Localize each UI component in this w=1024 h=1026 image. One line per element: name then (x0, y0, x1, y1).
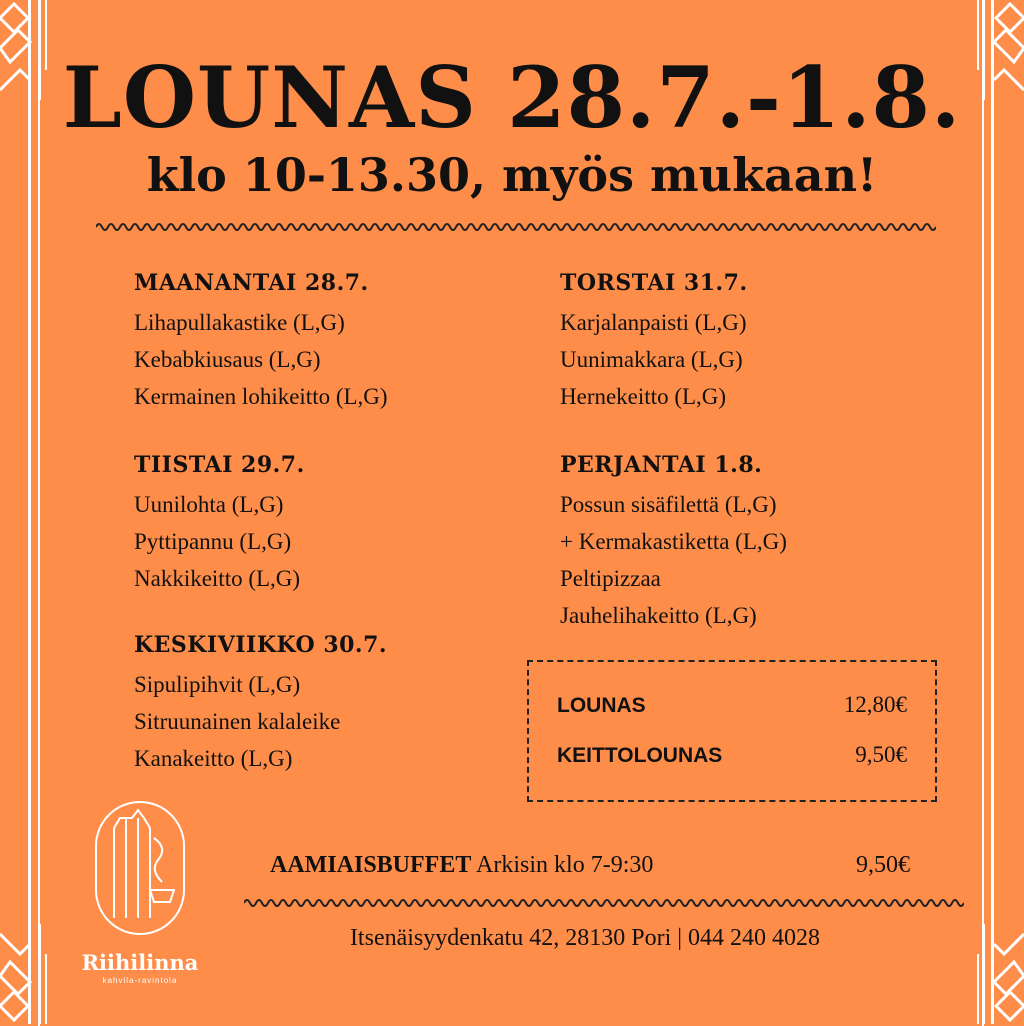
menu-item: Nakkikeitto (L,G) (134, 566, 301, 591)
breakfast-time: Arkisin klo 7-9:30 (476, 852, 654, 878)
wavy-divider-bottom (244, 896, 964, 910)
menu-item: Pyttipannu (L,G) (134, 529, 292, 554)
menu-item: Hernekeitto (L,G) (560, 384, 727, 409)
address-line: Itsenäisyydenkatu 42, 28130 Pori | 044 240 4028 (349, 925, 821, 951)
logo-name: Riihilinna (81, 950, 199, 975)
day-heading: KESKIVIIKKO 30.7. (134, 632, 388, 658)
menu-item: Kanakeitto (L,G) (134, 746, 293, 771)
menu-item: Peltipizzaa (560, 566, 661, 591)
day-block-friday (560, 452, 787, 634)
wavy-divider-top (96, 220, 936, 234)
menu-item: Sitruunainen kalaleike (134, 709, 341, 734)
breakfast-row (270, 852, 910, 879)
day-heading: PERJANTAI 1.8. (560, 452, 763, 478)
day-heading: TORSTAI 31.7. (560, 270, 748, 296)
menu-item: Kebabkiusaus (L,G) (134, 347, 321, 372)
menu-item: Kermainen lohikeitto (L,G) (134, 384, 388, 409)
price-label: KEITTOLOUNAS (557, 744, 723, 767)
price-label: LOUNAS (557, 694, 646, 717)
day-heading: TIISTAI 29.7. (134, 452, 305, 478)
breakfast-label: AAMIAISBUFFET (270, 852, 472, 878)
page-title: LOUNAS 28.7.-1.8. (62, 48, 962, 147)
price-value: 9,50€ (855, 742, 907, 767)
page-subtitle: klo 10-13.30, myös mukaan! (146, 148, 878, 202)
menu-item: Sipulipihvit (L,G) (134, 672, 301, 697)
day-heading: MAANANTAI 28.7. (134, 270, 369, 296)
menu-item: Uunilohta (L,G) (134, 492, 284, 517)
price-value: 12,80€ (843, 692, 907, 717)
menu-item: Uunimakkara (L,G) (560, 347, 743, 372)
price-row-lunch (557, 692, 907, 718)
breakfast-price: 9,50€ (856, 852, 910, 878)
day-block-tuesday (134, 452, 305, 597)
menu-item: + Kermakastiketta (L,G) (560, 529, 787, 554)
menu-item: Jauhelihakeitto (L,G) (560, 603, 757, 628)
menu-item: Possun sisäfilettä (L,G) (560, 492, 777, 517)
logo-subtitle: kahvila-ravintola (102, 976, 178, 985)
price-row-soup-lunch (557, 742, 907, 768)
day-block-wednesday (134, 632, 387, 777)
price-box (527, 660, 937, 802)
day-block-monday (134, 270, 388, 415)
day-block-thursday (560, 270, 748, 415)
menu-item: Karjalanpaisti (L,G) (560, 310, 747, 335)
menu-item: Lihapullakastike (L,G) (134, 310, 345, 335)
riihilinna-logo-icon (92, 798, 188, 938)
